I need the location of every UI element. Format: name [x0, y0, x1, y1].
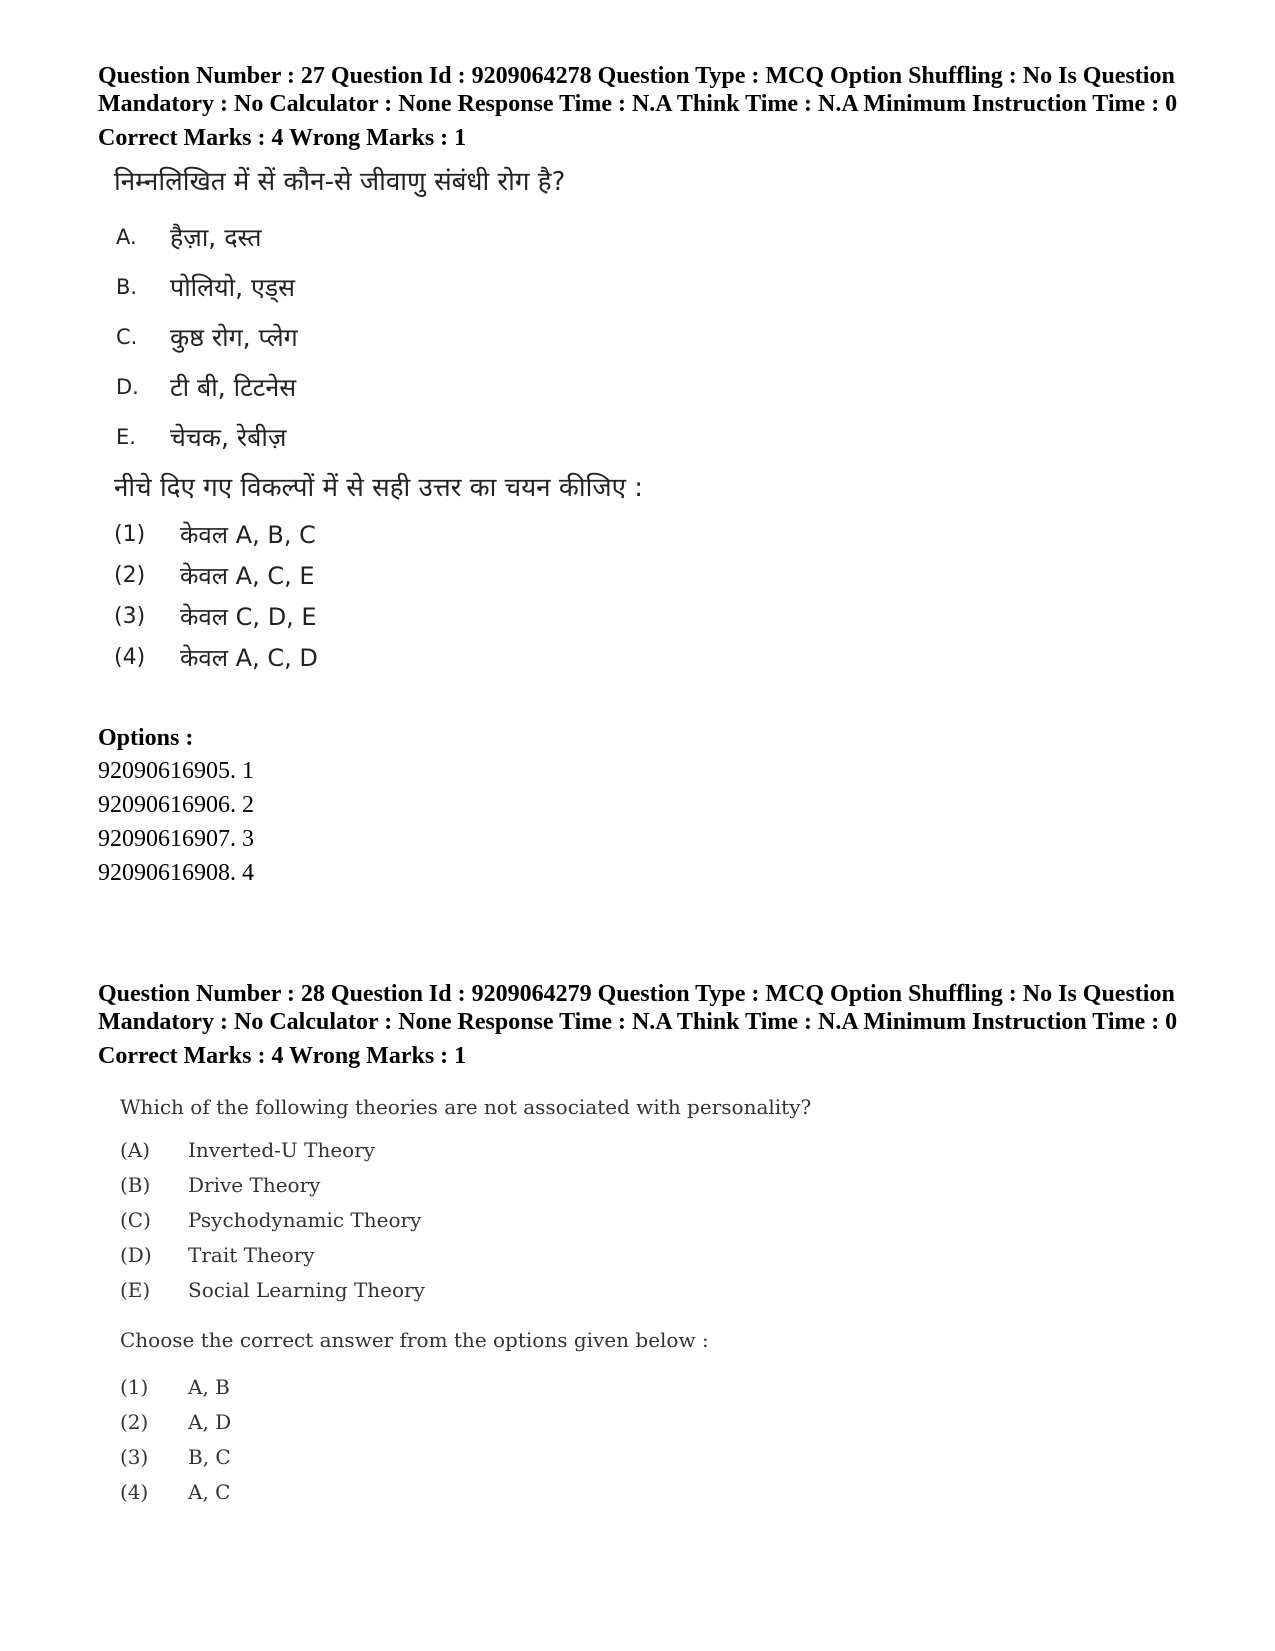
statement-label: C.: [116, 325, 138, 349]
statement-label: A.: [116, 225, 137, 249]
answer-text: केवल C, D, E: [180, 603, 317, 631]
statement-text: पोलियो, एड्स: [170, 273, 296, 302]
answer-number: (3): [114, 604, 146, 629]
answer-choice: [114, 637, 1188, 678]
statement-label: (B): [120, 1172, 151, 1197]
question-27: [98, 62, 1188, 890]
answer-number: (4): [120, 1479, 149, 1504]
answer-choice: [120, 1369, 1188, 1404]
statement-text: टी बी, टिटनेस: [170, 373, 297, 402]
question-meta: Question Number : 28 Question Id : 9209064279 Question Type : MCQ Option Shuffling : No Is Question Mandatory : No Calculator : None Response Time : N.A Think Time : N.A Minimum Instruction Time : 0: [98, 981, 1178, 1035]
answer-text: A, D: [188, 1409, 232, 1434]
question-marks: Correct Marks : 4 Wrong Marks : 1: [98, 125, 467, 151]
answer-choice: [120, 1404, 1188, 1439]
statement-item: [120, 1167, 1188, 1202]
statement-item: [120, 1237, 1188, 1272]
statement-item: [114, 212, 1188, 262]
question-meta: Question Number : 27 Question Id : 9209064278 Question Type : MCQ Option Shuffling : No Is Question Mandatory : No Calculator : None Response Time : N.A Think Time : N.A Minimum Instruction Time : 0: [98, 63, 1178, 117]
option-line: 92090616907. 3: [98, 826, 254, 852]
statement-text: Psychodynamic Theory: [188, 1207, 422, 1232]
statement-item: [120, 1202, 1188, 1237]
statement-text: Inverted-U Theory: [188, 1137, 376, 1162]
answer-text: केवल A, C, D: [180, 644, 318, 672]
answer-number: (3): [120, 1444, 149, 1469]
answer-choice: [114, 514, 1188, 555]
statement-label: D.: [116, 375, 139, 399]
option-line: 92090616905. 1: [98, 758, 254, 784]
answer-text: A, B: [188, 1374, 230, 1399]
statement-item: [114, 362, 1188, 412]
question-body: [114, 164, 1188, 678]
statement-item: [120, 1132, 1188, 1167]
statement-text: Trait Theory: [188, 1242, 315, 1267]
options-list: [98, 722, 1188, 890]
statement-item: [114, 412, 1188, 462]
answer-instruction: नीचे दिए गए विकल्पों में से सही उत्तर का चयन कीजिए :: [114, 473, 644, 503]
statement-text: कुष्ठ रोग, प्लेग: [170, 323, 298, 352]
statement-text: Drive Theory: [188, 1172, 321, 1197]
answer-choice: [114, 596, 1188, 637]
answer-number: (2): [120, 1409, 149, 1434]
option-line: 92090616906. 2: [98, 792, 254, 818]
statement-label: (E): [120, 1277, 151, 1302]
answer-text: B, C: [188, 1444, 231, 1469]
option-line: 92090616908. 4: [98, 860, 254, 886]
statement-label: B.: [116, 275, 138, 299]
answer-number: (4): [114, 645, 146, 670]
statement-item: [114, 312, 1188, 362]
answer-text: केवल A, C, E: [180, 562, 315, 590]
question-body: [120, 1092, 1188, 1509]
statement-text: चेचक, रेबीज़: [170, 423, 287, 452]
statement-label: (D): [120, 1242, 152, 1267]
statement-label: (C): [120, 1207, 151, 1232]
question-marks: Correct Marks : 4 Wrong Marks : 1: [98, 1043, 467, 1069]
statement-label: (A): [120, 1137, 151, 1162]
answer-number: (1): [120, 1374, 149, 1399]
statement-label: E.: [116, 425, 136, 449]
answer-instruction: Choose the correct answer from the options given below :: [120, 1328, 709, 1352]
answer-choice: [114, 555, 1188, 596]
answer-text: केवल A, B, C: [180, 521, 316, 549]
statement-item: [114, 262, 1188, 312]
options-title: Options :: [98, 725, 194, 751]
answer-text: A, C: [188, 1479, 231, 1504]
answer-number: (2): [114, 563, 146, 588]
answer-choice: [120, 1439, 1188, 1474]
question-28: [98, 980, 1188, 1509]
question-stem: निम्नलिखित में सें कौन-से जीवाणु संबंधी रोग है?: [114, 167, 566, 197]
statement-item: [120, 1272, 1188, 1307]
question-stem: Which of the following theories are not associated with personality?: [120, 1095, 812, 1119]
statement-text: Social Learning Theory: [188, 1277, 425, 1302]
statement-text: हैज़ा, दस्त: [170, 223, 262, 252]
answer-choice: [120, 1474, 1188, 1509]
answer-number: (1): [114, 522, 146, 547]
